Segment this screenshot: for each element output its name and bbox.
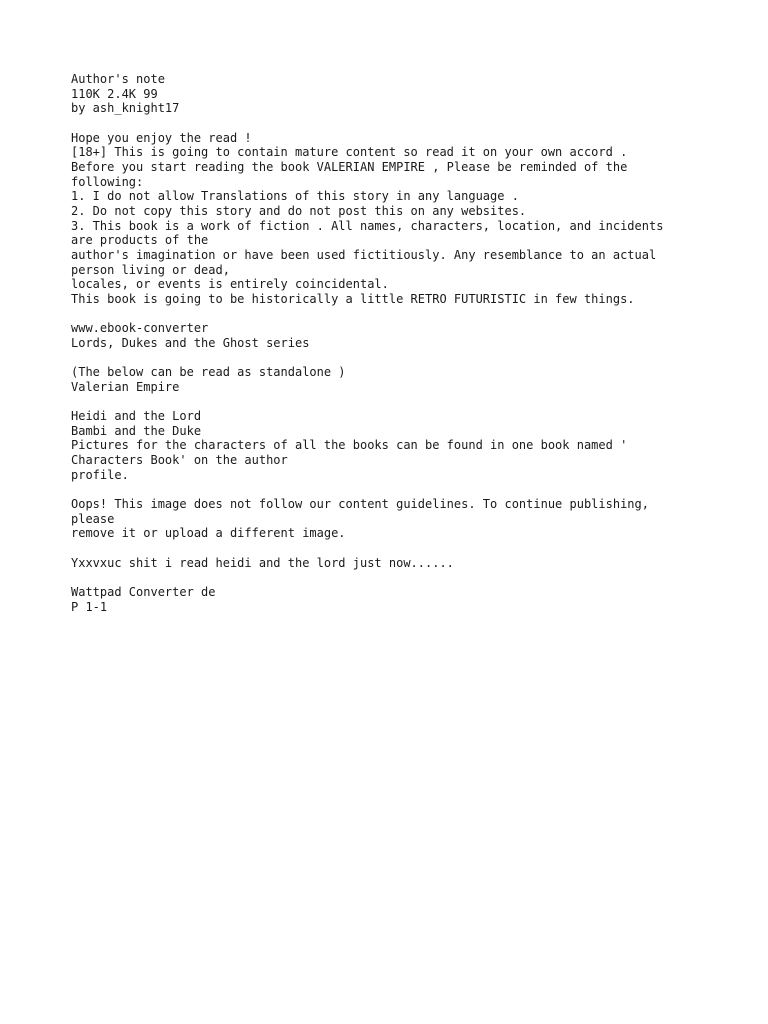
rule-line: 2. Do not copy this story and do not post this on any websites.: [71, 203, 527, 218]
spacer: [71, 570, 731, 585]
story-stats: 110K 2.4K 99: [71, 86, 158, 101]
characters-note-line: profile.: [71, 467, 129, 482]
content-notice-line: Oops! This image does not follow our content guidelines. To continue publishing,: [71, 496, 649, 511]
spacer: [71, 350, 731, 365]
reader-comment: Yxxvxuc shit i read heidi and the lord just now......: [71, 555, 454, 570]
rule-line: person living or dead,: [71, 262, 230, 277]
rule-line: are products of the: [71, 233, 209, 248]
page-number: P 1-1: [71, 599, 108, 614]
content-notice-line: remove it or upload a different image.: [71, 526, 346, 541]
rule-line: 3. This book is a work of fiction . All names, characters, location, and incidents: [71, 218, 664, 233]
rule-line: locales, or events is entirely coincidental.: [71, 277, 389, 292]
rule-line: author's imagination or have been used fictitiously. Any resemblance to an actual: [71, 247, 657, 262]
spacer: [71, 116, 731, 131]
series-name: Lords, Dukes and the Ghost series: [71, 335, 310, 350]
characters-note-line: Pictures for the characters of all the books can be found in one book named ': [71, 438, 628, 453]
rule-line: 1. I do not allow Translations of this story in any language .: [71, 189, 519, 204]
source-link[interactable]: www.ebook-converter: [71, 321, 209, 336]
standalone-note: (The below can be read as standalone ): [71, 365, 346, 380]
intro-line: [18+] This is going to contain mature content so read it on your own accord .: [71, 145, 628, 160]
book-title: Valerian Empire: [71, 379, 180, 394]
characters-note-line: Characters Book' on the author: [71, 453, 288, 467]
intro-line: Before you start reading the book VALERIAN EMPIRE , Please be reminded of the: [71, 159, 628, 174]
intro-line: This book is going to be historically a little RETRO FUTURISTIC in few things.: [71, 291, 635, 306]
authors-note-heading: Author's note: [71, 72, 165, 86]
spacer: [71, 541, 731, 556]
book-title: Heidi and the Lord: [71, 409, 202, 424]
intro-line: following:: [71, 174, 144, 189]
intro-line: Hope you enjoy the read !: [71, 130, 252, 145]
book-title: Bambi and the Duke: [71, 423, 202, 438]
spacer: [71, 394, 731, 409]
document-page: [71, 72, 731, 614]
content-notice-line: please: [71, 511, 115, 526]
author-byline: by ash_knight17: [71, 101, 180, 116]
spacer: [71, 482, 731, 497]
converter-credit: Wattpad Converter de: [71, 584, 216, 599]
spacer: [71, 306, 731, 321]
